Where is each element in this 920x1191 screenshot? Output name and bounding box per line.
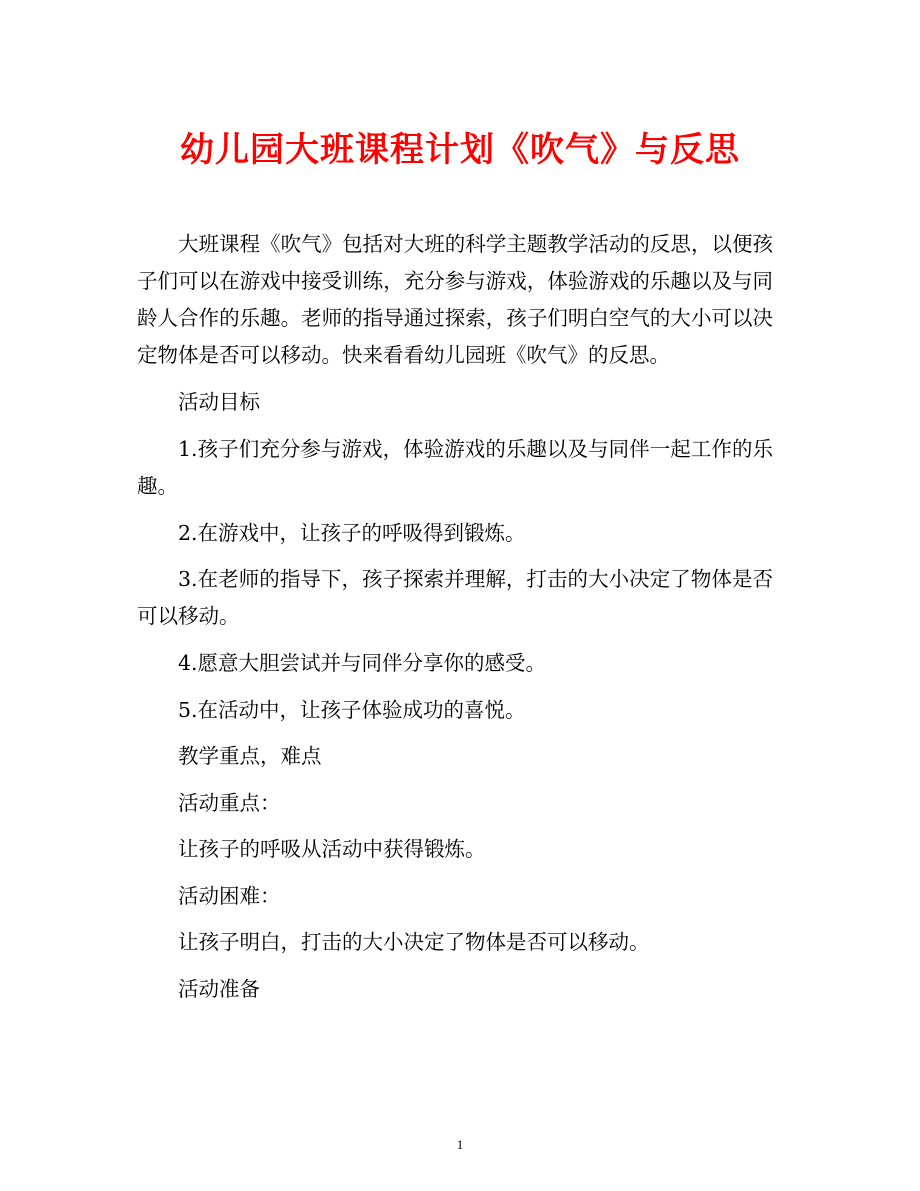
- objective-item-4: 4.愿意大胆尝试并与同伴分享你的感受。: [178, 651, 547, 675]
- document-body: [137, 226, 773, 1017]
- section-heading-objectives: 活动目标: [178, 390, 260, 414]
- document-title: 幼儿园大班课程计划《吹气》与反思: [180, 130, 740, 170]
- objective-item-3: 3.在老师的指导下，孩子探索并理解，打击的大小决定了物体是否可以移动。: [137, 567, 773, 628]
- intro-paragraph: 大班课程《吹气》包括对大班的科学主题教学活动的反思，以便孩子们可以在游戏中接受训练，充分参与游戏，体验游戏的乐趣以及与同龄人合作的乐趣。老师的指导通过探索，孩子们明白空气的大小可以决定物体是否可以移动。快来看看幼儿园班《吹气》的反思。: [137, 232, 773, 367]
- objective-item-2: 2.在游戏中，让孩子的呼吸得到锻炼。: [178, 520, 526, 545]
- objective-item-5: 5.在活动中，让孩子体验成功的喜悦。: [178, 697, 526, 722]
- section-heading-key-points: 教学重点，难点: [178, 744, 322, 768]
- page-number: 1: [456, 1137, 464, 1152]
- key-point-label: 活动重点：: [178, 790, 281, 815]
- section-heading-preparation: 活动准备: [178, 976, 260, 1001]
- objective-item-1: 1.孩子们充分参与游戏，体验游戏的乐趣以及与同伴一起工作的乐趣。: [137, 436, 773, 498]
- key-point-text: 让孩子的呼吸从活动中获得锻炼。: [178, 837, 486, 861]
- difficulty-text: 让孩子明白，打击的大小决定了物体是否可以移动。: [178, 930, 650, 954]
- difficulty-label: 活动困难：: [178, 883, 281, 908]
